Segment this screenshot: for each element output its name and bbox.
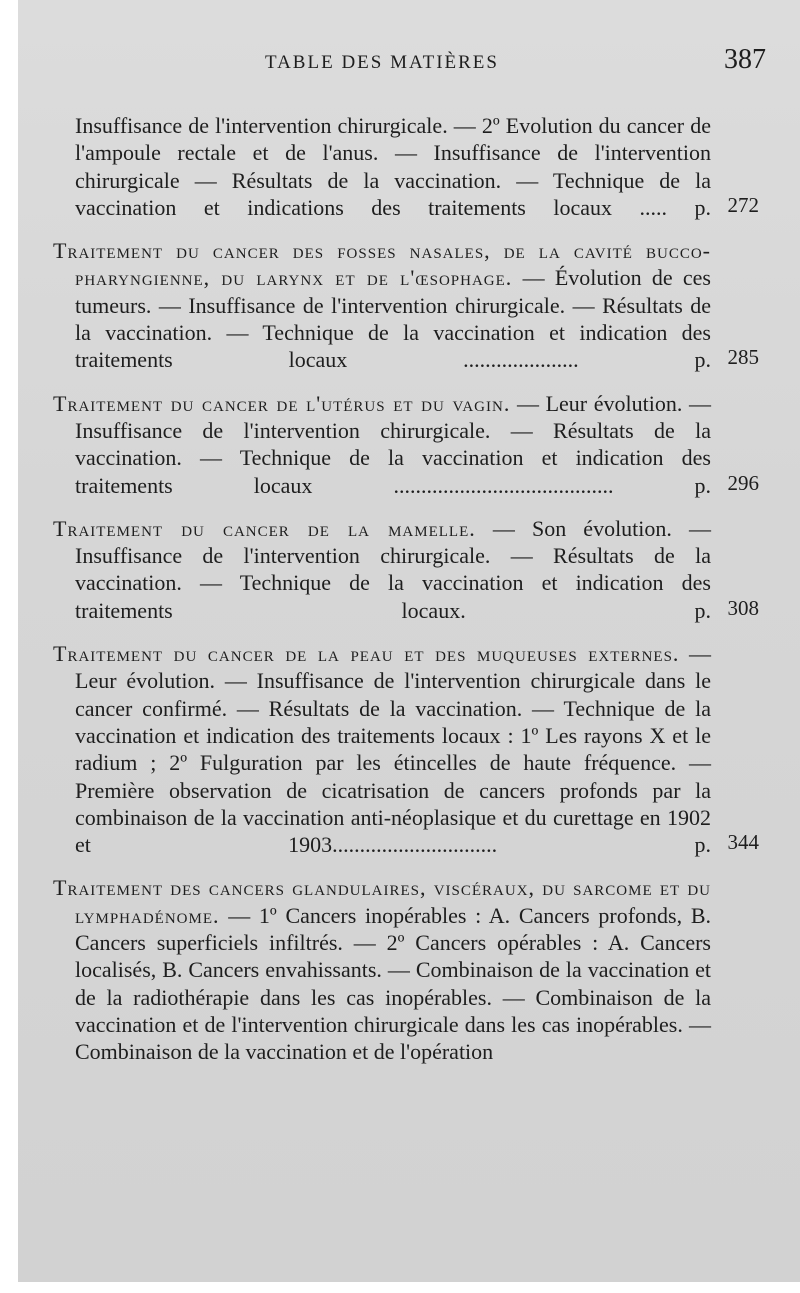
entry-title: Traitement du cancer de l'utérus et du vagin. (53, 390, 511, 416)
entry-title: Traitement des cancers glandulaires, viscéraux, du sarcome et du lymphadénome. (53, 875, 711, 928)
page-number: 387 (724, 44, 766, 75)
entry-page-ref: 296 (727, 470, 759, 495)
entry-text: Insuffisance de l'intervention chirurgicale. — 2º Evolution du cancer de l'ampoule rectale et de l'anus. — Insuffisance de l'intervention chirurgicale — Résultats de la vaccination. — Technique de la vaccination et indications des traitements locaux ..... p. (75, 113, 711, 220)
entry-page-ref: 308 (727, 595, 759, 620)
toc-entry (53, 515, 759, 624)
toc-entry (53, 390, 759, 499)
book-page (18, 0, 800, 1282)
entry-title: Traitement du cancer de la peau et des muqueuses externes. (53, 641, 680, 667)
entry-text: — 1º Cancers inopérables : A. Cancers profonds, B. Cancers superficiels infiltrés. — 2º Cancers opérables : A. Cancers localisés, B. Cancers envahissants. — Combinaison de la vaccination et de la radiothérapie dans les cas inopérables. — Combinaison de la vaccination et de l'intervention chirurgicale dans les cas inopérables. — Combinaison de la vaccination et de l'opération (75, 902, 711, 1065)
entry-page-ref: 272 (727, 192, 759, 217)
entry-text: — Leur évolution. — Insuffisance de l'intervention chirurgicale. — Résultats de la vaccination. — Technique de la vaccination et indication des traitements locaux ........................................ p. (75, 390, 711, 498)
toc-entry (53, 874, 711, 1065)
toc-entry (53, 112, 759, 221)
toc-entry (53, 237, 759, 373)
entry-page-ref: 344 (727, 830, 759, 855)
entry-page-ref: 285 (727, 345, 759, 370)
page-header-title: TABLE DES MATIÈRES (265, 52, 499, 73)
entry-text: — Évolution de ces tumeurs. — Insuffisance de l'intervention chirurgicale. — Résultats de la vaccination. — Technique de la vaccination et indication des traitements locaux ..................... p. (75, 265, 711, 373)
entry-text: — Leur évolution. — Insuffisance de l'intervention chirurgicale dans le cancer confirmé. — Résultats de la vaccination. — Technique de la vaccination et indication des traitements locaux : 1º Les rayons X et le radium ; 2º Fulguration par les étincelles de haute fréquence. — Première observation de cicatrisation de cancers profonds par la combinaison de la vaccination anti-néoplasique et du curettage en 1902 et 1903.............................. p. (75, 641, 712, 858)
toc-entry (53, 640, 759, 858)
table-of-contents (53, 112, 773, 1066)
entry-title: Traitement du cancer de la mamelle. (53, 515, 476, 541)
entry-text: — Son évolution. — Insuffisance de l'intervention chirurgicale. — Résultats de la vaccination. — Technique de la vaccination et indication des traitements locaux. p. (75, 515, 712, 623)
entry-title: Traitement du cancer des fosses nasales, de la cavité bucco-pharyngienne, du larynx et de l'œsophage. (53, 238, 711, 291)
